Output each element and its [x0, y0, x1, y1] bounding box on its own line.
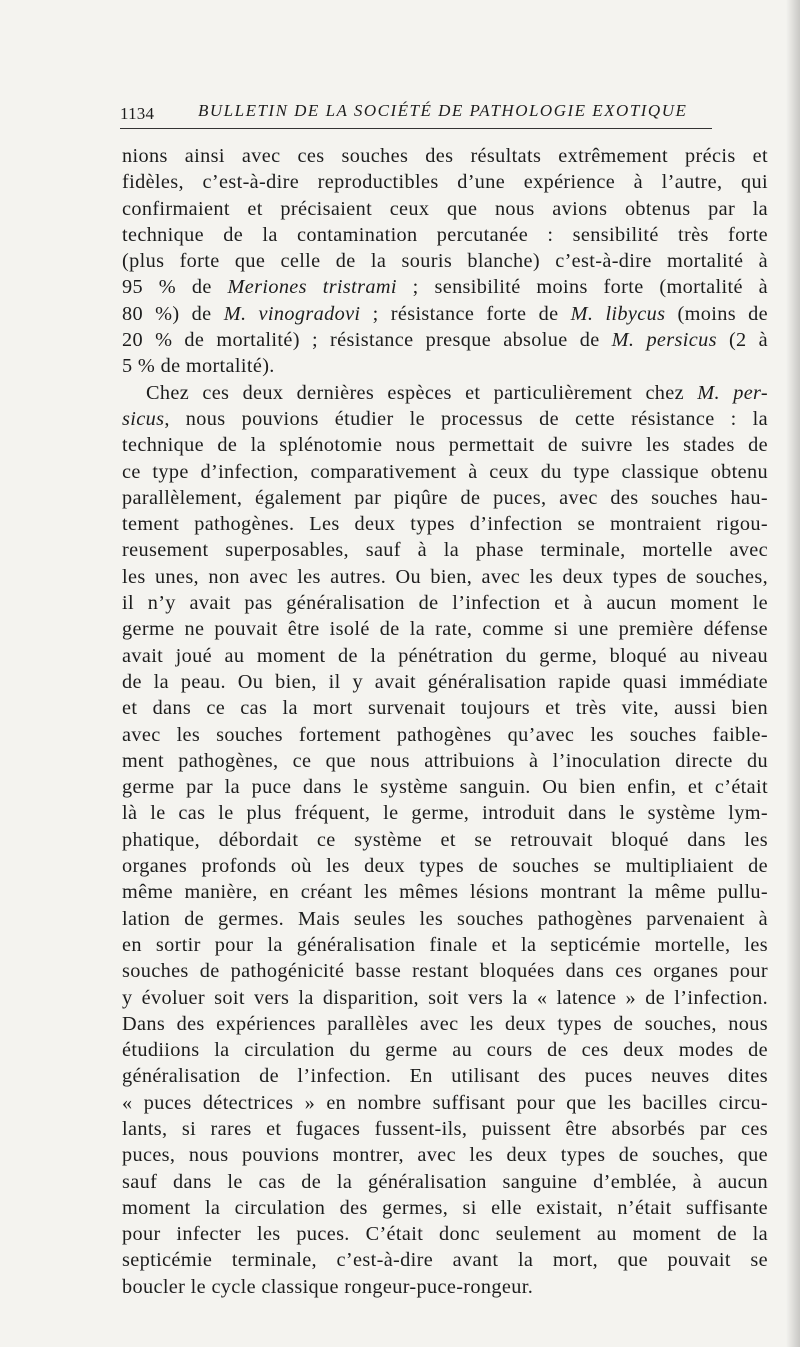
text-line: parallèlement, également par piqûre de puces, avec des souches hau- [122, 486, 768, 509]
text-segment: (moins de [665, 302, 768, 325]
text-line: souches de pathogénicité basse restant bloquées dans ces organes pour [122, 960, 768, 983]
page-edge-shadow [786, 0, 800, 1347]
text-line: technique de la splénotomie nous permettait de suivre les stades de [122, 434, 768, 457]
text-line [122, 327, 768, 353]
text-line: boucler le cycle classique rongeur-puce-rongeur. [122, 1275, 534, 1298]
text-line [122, 274, 768, 300]
text-line: puces, nous pouvions montrer, avec les deux types de souches, que [122, 1144, 768, 1167]
text-segment: 20 % de mortalité) ; résistance presque absolue de [122, 329, 612, 352]
text-line: avec les souches fortement pathogènes qu’avec les souches faible- [122, 723, 768, 746]
species-name: M. per- [697, 381, 768, 404]
text-line: lants, si rares et fugaces fussent-ils, puissent être absorbés par ces [122, 1117, 768, 1140]
text-segment: 95 % de [122, 276, 228, 299]
text-line: germe ne pouvait être isolé de la rate, comme si une première défense [122, 618, 768, 641]
body-text [122, 143, 768, 1300]
species-name: sicus [122, 407, 165, 430]
text-line: septicémie terminale, c’est-à-dire avant la mort, que pouvait se [122, 1249, 768, 1272]
text-line: et dans ce cas la mort survenait toujours et très vite, aussi bien [122, 697, 768, 720]
text-line: organes profonds où les deux types de souches se multipliaient de [122, 855, 768, 878]
text-line: pour infecter les puces. C’était donc seulement au moment de la [122, 1223, 768, 1246]
text-line: « puces détectrices » en nombre suffisant pour que les bacilles circu- [122, 1091, 768, 1114]
text-segment: (2 à [716, 329, 768, 352]
text-line: nions ainsi avec ces souches des résultats extrêmement précis et [122, 145, 768, 167]
text-line: sauf dans le cas de la généralisation sanguine d’emblée, à aucun [122, 1170, 768, 1193]
text-line: reusement superposables, sauf à la phase terminale, mortelle avec [122, 539, 768, 562]
text-line: les unes, non avec les autres. Ou bien, avec les deux types de souches, [122, 565, 768, 588]
text-line: fidèles, c’est-à-dire reproductibles d’une expérience à l’autre, qui [122, 171, 768, 194]
text-line: confirmaient et précisaient ceux que nous avions obtenus par la [122, 197, 768, 220]
text-line: (plus forte que celle de la souris blanche) c’est-à-dire mortalité à [122, 250, 768, 273]
text-line [122, 301, 768, 327]
text-line: en sortir pour la généralisation finale et la septicémie mortelle, les [122, 933, 768, 956]
text-line: de la peau. Ou bien, il y avait généralisation rapide quasi immédiate [122, 670, 768, 693]
text-line: y évoluer soit vers la disparition, soit vers la « latence » de l’infection. [122, 986, 768, 1009]
text-line: étudiions la circulation du germe au cours de ces deux modes de [122, 1039, 768, 1062]
text-line: lation de germes. Mais seules les souches pathogènes parvenaient à [122, 907, 768, 930]
paragraph-1 [122, 143, 768, 380]
text-line: phatique, débordait ce système et se retrouvait bloqué dans les [122, 828, 768, 851]
text-line: 5 % de mortalité). [122, 355, 275, 378]
text-line: ment pathogènes, ce que nous attribuions à l’inoculation directe du [122, 749, 768, 772]
paragraph-2 [122, 380, 768, 1300]
species-name: M. persicus [611, 329, 717, 352]
species-name: Meriones tristrami [227, 276, 397, 299]
text-line [122, 406, 768, 432]
text-line: moment la circulation des germes, si elle existait, n’était suffisante [122, 1196, 768, 1219]
text-line: là le cas le plus fréquent, le germe, introduit dans le système lym- [122, 802, 768, 825]
text-segment: ; sensibilité moins forte (mortalité à [396, 276, 768, 299]
text-line: avait joué au moment de la pénétration du germe, bloqué au niveau [122, 644, 768, 667]
text-line: il n’y avait pas généralisation de l’infection et à aucun moment le [122, 592, 768, 615]
header-rule [120, 128, 712, 129]
running-title: BULLETIN DE LA SOCIÉTÉ DE PATHOLOGIE EXOTIQUE [198, 101, 688, 120]
text-line: technique de la contamination percutanée : sensibilité très forte [122, 223, 768, 246]
page-header [120, 96, 712, 130]
text-segment: , nous pouvions étudier le processus de cette résistance : la [164, 407, 768, 430]
text-segment: Chez ces deux dernières espèces et particulièrement chez [146, 381, 698, 404]
text-line: même manière, en créant les mêmes lésions montrant la même pullu- [122, 881, 768, 904]
text-segment: ; résistance forte de [360, 302, 571, 325]
text-line: Dans des expériences parallèles avec les deux types de souches, nous [122, 1012, 768, 1035]
text-line [122, 380, 768, 406]
species-name: M. libycus [570, 302, 666, 325]
text-line: tement pathogènes. Les deux types d’infection se montraient rigou- [122, 513, 768, 536]
species-name: M. vinogradovi [223, 302, 361, 325]
text-line: ce type d’infection, comparativement à ceux du type classique obtenu [122, 460, 768, 483]
text-segment: 80 %) de [122, 302, 224, 325]
text-line: germe par la puce dans le système sanguin. Ou bien enfin, et c’était [122, 776, 768, 799]
text-line: généralisation de l’infection. En utilisant des puces neuves dites [122, 1065, 768, 1088]
page-number: 1134 [120, 104, 155, 123]
